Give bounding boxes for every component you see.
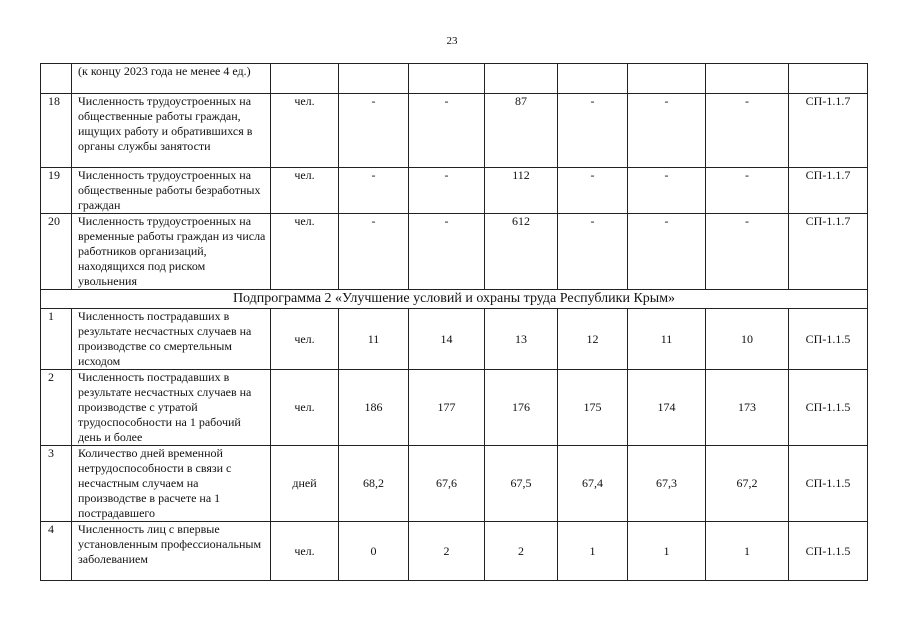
program-code: СП-1.1.5: [789, 446, 868, 522]
program-code: СП-1.1.7: [789, 168, 868, 214]
row-number: 2: [41, 370, 72, 446]
row-number: 1: [41, 309, 72, 370]
value-5: 11: [628, 309, 706, 370]
program-code: СП-1.1.5: [789, 309, 868, 370]
indicator-name: Численность пострадавших в результате несчастных случаев на производстве со смертельным исходом: [72, 309, 271, 370]
value-3: 112: [485, 168, 558, 214]
value-5: -: [628, 168, 706, 214]
indicator-name: Численность лиц с впервые установленным профессиональным заболеванием: [72, 522, 271, 581]
unit: дней: [271, 446, 339, 522]
table-row: [41, 309, 868, 370]
value-1: -: [339, 168, 409, 214]
table-row: [41, 64, 868, 94]
value-2: [409, 64, 485, 94]
value-4: 12: [558, 309, 628, 370]
value-6: -: [706, 94, 789, 168]
value-3: 13: [485, 309, 558, 370]
value-4: -: [558, 168, 628, 214]
value-4: 1: [558, 522, 628, 581]
unit: чел.: [271, 309, 339, 370]
value-3: 67,5: [485, 446, 558, 522]
value-5: 67,3: [628, 446, 706, 522]
table-row: [41, 168, 868, 214]
value-6: -: [706, 214, 789, 290]
unit: чел.: [271, 522, 339, 581]
indicator-name: Численность трудоустроенных на общественные работы граждан, ищущих работу и обратившихся в органы службы занятости: [72, 94, 271, 168]
value-3: [485, 64, 558, 94]
indicators-table: [40, 63, 868, 581]
unit: чел.: [271, 94, 339, 168]
table-row: [41, 94, 868, 168]
value-1: 186: [339, 370, 409, 446]
bottom-table-body: [41, 309, 868, 581]
row-number: 20: [41, 214, 72, 290]
row-number: 3: [41, 446, 72, 522]
table-row: [41, 214, 868, 290]
value-3: 87: [485, 94, 558, 168]
top-table-body: [41, 64, 868, 290]
value-6: 1: [706, 522, 789, 581]
indicator-name: Численность трудоустроенных на временные работы граждан из числа работников организаций, находящихся под риском увольнения: [72, 214, 271, 290]
program-code: СП-1.1.5: [789, 370, 868, 446]
unit: [271, 64, 339, 94]
row-number: 19: [41, 168, 72, 214]
value-2: 67,6: [409, 446, 485, 522]
indicator-name: Численность пострадавших в результате несчастных случаев на производстве с утратой трудоспособности на 1 рабочий день и более: [72, 370, 271, 446]
section-row: [41, 290, 868, 309]
program-code: СП-1.1.7: [789, 94, 868, 168]
value-6: [706, 64, 789, 94]
table-row: [41, 446, 868, 522]
value-4: 175: [558, 370, 628, 446]
value-6: 173: [706, 370, 789, 446]
unit: чел.: [271, 168, 339, 214]
value-4: [558, 64, 628, 94]
table-row: [41, 522, 868, 581]
value-1: -: [339, 94, 409, 168]
unit: чел.: [271, 214, 339, 290]
value-6: 10: [706, 309, 789, 370]
value-4: -: [558, 214, 628, 290]
indicator-name: Количество дней временной нетрудоспособности в связи с несчастным случаем на производстве в расчете на 1 пострадавшего: [72, 446, 271, 522]
value-6: -: [706, 168, 789, 214]
table-row: [41, 370, 868, 446]
value-2: -: [409, 214, 485, 290]
value-3: 612: [485, 214, 558, 290]
program-code: СП-1.1.7: [789, 214, 868, 290]
value-4: 67,4: [558, 446, 628, 522]
value-6: 67,2: [706, 446, 789, 522]
section-title: Подпрограмма 2 «Улучшение условий и охраны труда Республики Крым»: [41, 290, 868, 309]
value-1: -: [339, 214, 409, 290]
value-4: -: [558, 94, 628, 168]
value-1: [339, 64, 409, 94]
value-2: 177: [409, 370, 485, 446]
value-3: 176: [485, 370, 558, 446]
unit: чел.: [271, 370, 339, 446]
value-5: [628, 64, 706, 94]
page-number: 23: [446, 35, 458, 47]
indicator-name: (к концу 2023 года не менее 4 ед.): [72, 64, 271, 94]
value-2: -: [409, 168, 485, 214]
program-code: [789, 64, 868, 94]
value-1: 11: [339, 309, 409, 370]
value-5: -: [628, 94, 706, 168]
indicator-name: Численность трудоустроенных на общественные работы безработных граждан: [72, 168, 271, 214]
value-2: 2: [409, 522, 485, 581]
value-5: 1: [628, 522, 706, 581]
value-5: 174: [628, 370, 706, 446]
value-3: 2: [485, 522, 558, 581]
value-2: 14: [409, 309, 485, 370]
value-2: -: [409, 94, 485, 168]
value-1: 0: [339, 522, 409, 581]
value-5: -: [628, 214, 706, 290]
program-code: СП-1.1.5: [789, 522, 868, 581]
row-number: [41, 64, 72, 94]
value-1: 68,2: [339, 446, 409, 522]
row-number: 18: [41, 94, 72, 168]
row-number: 4: [41, 522, 72, 581]
